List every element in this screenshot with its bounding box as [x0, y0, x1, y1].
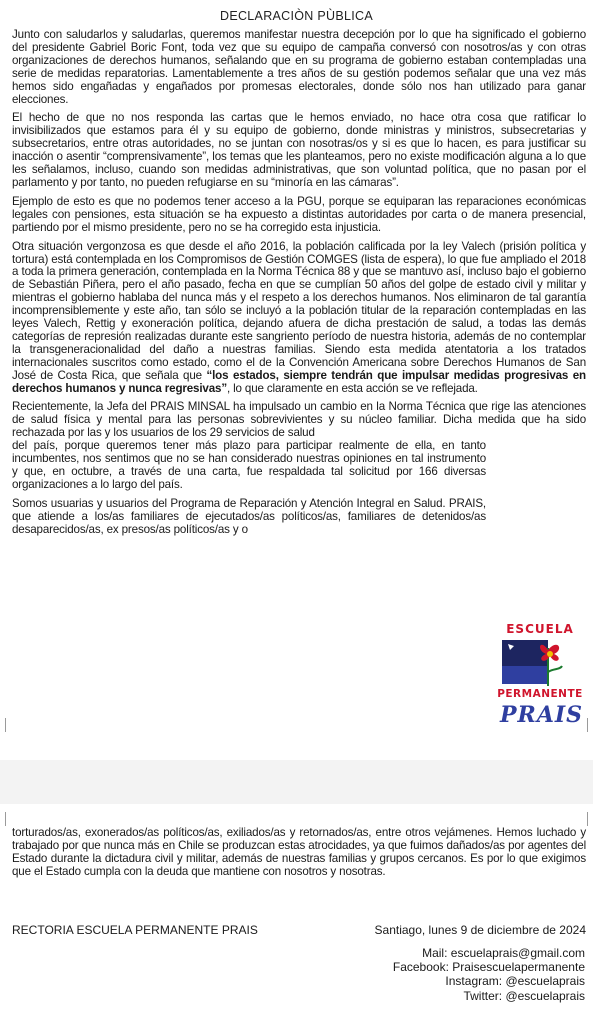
paragraph-6-start: Somos usuarias y usuarios del Programa de Reparación y Atención Integral en Salud. PRAIS, que atiende a los/as familiares de ejecutados/as políticos/as, familiares de detenidos/as desaparecidos/as, ex presos/as políticos/as y o	[12, 496, 486, 536]
paragraph-5-full: Recientemente, la Jefa del PRAIS MINSAL ha impulsado un cambio en la Norma Técnica que rige las atenciones de salud física y mental para las personas sobrevivientes y su núcleo familiar. Dicha medida que ha sido rechazada por las y los usuarios de los 29 servicios de salud	[12, 400, 586, 440]
document-title: DECLARACIÒN PÙBLICA	[220, 9, 373, 23]
contact-instagram: Instagram: @escuelaprais	[445, 974, 585, 989]
page-gap	[0, 760, 593, 804]
document-body-upper	[12, 29, 586, 543]
escuela-prais-logo	[492, 620, 588, 730]
paragraph-4-end: , lo que claramente en esta acción se ve reflejada.	[226, 381, 478, 395]
paragraph-1: Junto con saludarlos y saludarlas, queremos manifestar nuestra decepción por lo que ha significado el gobierno del presidente Gabriel Boric Font, toda vez que su equipo de campaña conversó con nosotros/as y con otras organizaciones de derechos humanos, señalando que en su programa de gobierno estaban contempladas una serie de medidas reparatorias. Lamentablemente a tres años de su gestión podemos señalar que una vez más hemos sido engañadas y engañados por promesas electorales, donde sólo nos han utilizado para ganar elecciones.	[12, 28, 586, 106]
paragraph-4-start: Otra situación vergonzosa es que desde el año 2016, la población calificada por la ley Valech (prisión política y tortura) está contemplada en los Compromisos de Gestión COMGES (lista de espera), lo que fue ampliado el 2018 a toda la primera generación, contemplada en la Norma Técnica 88 y que se mantuvo así, incluso bajo el gobierno de Sebastián Piñera, pero el año pasado, fecha en que se cumplían 50 años del golpe de estado civil y militar y mientras el gobierno hablaba del nunca más y el respeto a los derechos humanos. Nos eliminaron de tal garantía incomprensiblemente y este año, tan sólo se incluyó a la población titular de la reparación contempladas en las leyes Valech, Rettig y exoneración política, dejando afuera de dicha prestación de salud, a todas las demás categorías de represión realizadas durante este sangriento período de nuestra historia, además de no contemplar la transgeneracionalidad del daño a nuestras familias. Siendo esta medida atentatoria a los tratados internacionales suscritos como estado, como el de la Convención Americana sobre Derechos Humanos de San José de Costa Rica, que señala que	[12, 239, 586, 382]
crop-mark	[5, 812, 16, 826]
paragraph-2: El hecho de que no nos responda las cartas que le hemos enviado, no hace otra cosa que ratificar lo invisibilizados que estamos para él y su equipo de gobierno, donde ministras y ministros, subsecretarias y subsecretarios, entre otras autoridades, no se juntan con nosotras/os y si es que lo hacen, es para justificar su inacción o asentir “comprensivamente”, los temas que les planteamos, pero no existe modificación alguna a lo que les señalamos, incluso, cuando son medidas administrativas, que son voluntad política, que no pasan por el parlamento y por tanto, no pueden refugiarse en su “minoría en las cámaras”.	[12, 111, 586, 189]
place-date: Santiago, lunes 9 de diciembre de 2024	[374, 923, 586, 937]
paragraph-4	[12, 241, 586, 396]
logo-word-escuela: ESCUELA	[506, 622, 574, 636]
paragraph-3: Ejemplo de esto es que no podemos tener acceso a la PGU, porque se equiparan las reparaciones económicas legales con pensiones, esta situación se ha expuesto a distintas autoridades por carta o de manera presencial, partiendo por el mismo presidente, pero no se ha corregido esta injusticia.	[12, 194, 586, 234]
paragraph-5-wrapped: del país, porque queremos tener más plazo para participar realmente de ella, en tanto incumbentes, nos sentimos que no se han considerado nuestras opiniones en tal instrumento y que, en octubre, a través de una carta, fue respaldada tal solicitud por 166 diversas organizaciones a lo largo del país.	[12, 439, 486, 491]
contact-twitter: Twitter: @escuelaprais	[463, 988, 585, 1003]
logo-word-permanente: PERMANENTE	[497, 688, 583, 700]
contact-block	[393, 946, 585, 1003]
logo-word-prais: PRAIS	[500, 702, 584, 728]
contact-mail: Mail: escuelaprais@gmail.com	[422, 946, 585, 960]
crop-mark	[5, 718, 16, 732]
crop-mark	[577, 812, 588, 826]
logo-flag-flower-icon	[500, 636, 580, 688]
paragraph-6-continued: torturados/as, exonerados/as políticos/as, exiliados/as y retornados/as, entre otros vejámenes. Hemos luchado y trabajado por que nunca más en Chile se produzcan estas atrocidades, ya que fuimos dañados/as por agentes del Estado durante la dictadura civil y militar, además de nuestras familias y grupos cercanos. Es por lo que exigimos que el Estado cumpla con la deuda que mantiene con nosotros y nosotras.	[12, 826, 586, 878]
contact-facebook: Facebook: Praisescuelapermanente	[392, 960, 585, 975]
document-body-lower	[12, 827, 586, 885]
paragraph-4-quote: “los estados, siempre tendrán que impulsar medidas progresivas en derechos humanos y nunca regresivas”	[12, 368, 586, 395]
signature: RECTORIA ESCUELA PERMANENTE PRAIS	[12, 923, 258, 937]
